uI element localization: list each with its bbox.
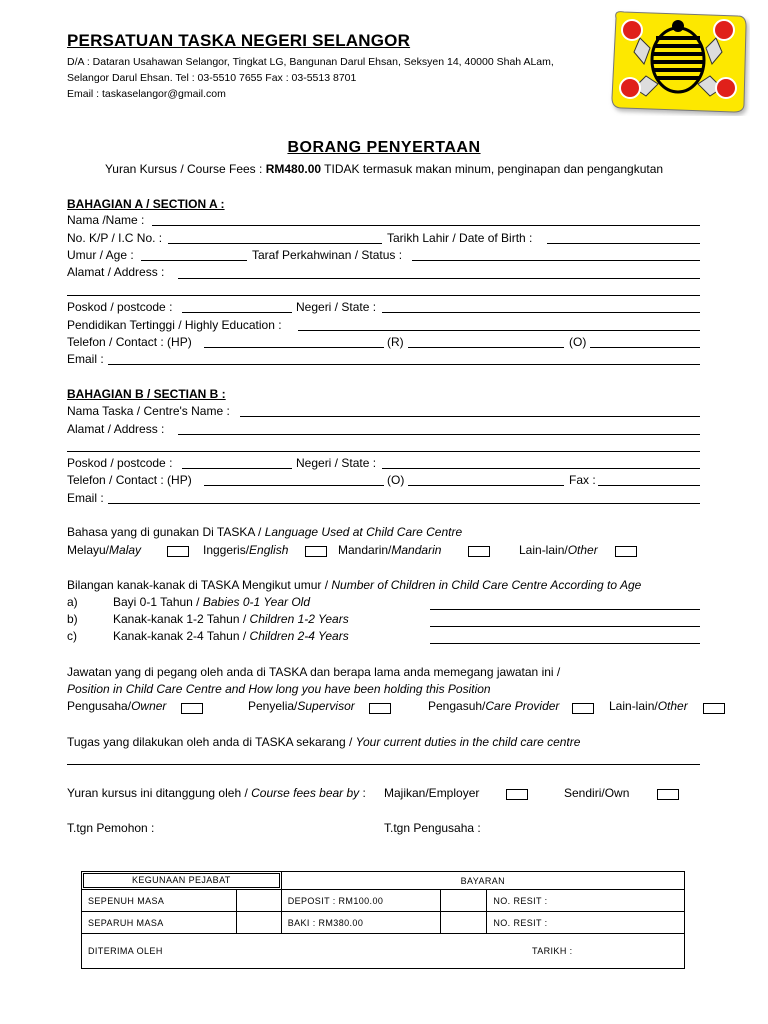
- full-time-checkbox[interactable]: [236, 890, 281, 912]
- position-care-provider-italic: Care Provider: [485, 699, 560, 713]
- children-row-a: [113, 594, 310, 610]
- children-question-main: Bilangan kanak-kanak di TASKA Mengikut umur /: [67, 578, 332, 592]
- name-label: Nama /Name :: [67, 213, 145, 227]
- position-question-line-2: Position in Child Care Centre and How long you have been holding this Position: [67, 682, 491, 696]
- date-label: TARIKH :: [532, 946, 573, 956]
- centre-phone-o-field[interactable]: [408, 485, 564, 486]
- centre-email-field[interactable]: [108, 503, 700, 504]
- lang-option-other: [519, 542, 598, 558]
- course-fees-note: [0, 161, 768, 177]
- centre-fax-label: Fax :: [569, 473, 596, 487]
- operator-signature-label: T.tgn Pengusaha :: [384, 821, 481, 835]
- state-field[interactable]: [382, 312, 700, 313]
- centre-phone-hp-field[interactable]: [204, 485, 384, 486]
- marital-label: Taraf Perkahwinan / Status :: [252, 248, 403, 262]
- fees-bearer-italic: Course fees bear by: [251, 786, 360, 800]
- receipt-no-1: NO. RESIT :: [487, 890, 685, 912]
- postcode-label: Poskod / postcode :: [67, 300, 173, 314]
- centre-email-label: Email :: [67, 491, 104, 505]
- lang-malay-checkbox[interactable]: [167, 546, 189, 557]
- children-row-b-italic: Children 1-2 Years: [249, 612, 349, 626]
- phone-r-field[interactable]: [408, 347, 564, 348]
- section-a-heading: BAHAGIAN A / SECTION A :: [67, 197, 225, 211]
- lang-option-malay: [67, 542, 141, 558]
- dob-field[interactable]: [547, 243, 700, 244]
- lang-english-main: Inggeris/: [203, 543, 250, 557]
- fees-bearer-colon: :: [359, 786, 366, 800]
- children-row-a-main: Bayi 0-1 Tahun /: [113, 595, 203, 609]
- lang-option-english: [203, 542, 288, 558]
- age-label: Umur / Age :: [67, 248, 134, 262]
- education-field[interactable]: [298, 330, 700, 331]
- children-row-b-letter: b): [67, 612, 78, 626]
- balance-label: BAKI : RM380.00: [281, 912, 441, 934]
- education-label: Pendidikan Tertinggi / Highly Education :: [67, 318, 282, 332]
- centre-postcode-field[interactable]: [182, 468, 292, 469]
- lang-mandarin-checkbox[interactable]: [468, 546, 490, 557]
- position-owner-checkbox[interactable]: [181, 703, 203, 714]
- deposit-checkbox[interactable]: [441, 890, 487, 912]
- payment-heading: BAYARAN: [281, 872, 684, 890]
- fees-employer-label: Majikan/Employer: [384, 786, 480, 800]
- position-option-other: [609, 698, 688, 714]
- lang-english-checkbox[interactable]: [305, 546, 327, 557]
- deposit-label: DEPOSIT : RM100.00: [281, 890, 441, 912]
- ic-field[interactable]: [168, 243, 382, 244]
- children-row-a-field[interactable]: [430, 609, 700, 610]
- section-b-heading: BAHAGIAN B / SECTIAN B :: [67, 387, 226, 401]
- position-option-care-provider: [428, 698, 559, 714]
- fees-amount: RM480.00: [265, 162, 322, 176]
- centre-name-label: Nama Taska / Centre's Name :: [67, 404, 230, 418]
- children-row-b-main: Kanak-kanak 1-2 Tahun /: [113, 612, 250, 626]
- phone-o-label: (O): [569, 335, 587, 349]
- org-name: PERSATUAN TASKA NEGERI SELANGOR: [67, 31, 411, 50]
- position-care-provider-main: Pengasuh/: [428, 699, 486, 713]
- children-row-a-italic: Babies 0-1 Year Old: [202, 595, 311, 609]
- association-emblem-icon: [606, 8, 750, 116]
- children-row-c: [113, 628, 349, 644]
- lang-other-main: Lain-lain/: [519, 543, 568, 557]
- email-field[interactable]: [108, 364, 700, 365]
- received-by-label: DITERIMA OLEH: [88, 946, 163, 956]
- fees-prefix: Yuran Kursus / Course Fees :: [104, 162, 266, 176]
- children-question-italic: Number of Children in Child Care Centre According to Age: [331, 578, 642, 592]
- language-question-italic: Language Used at Child Care Centre: [264, 525, 463, 539]
- applicant-signature-label: T.tgn Pemohon :: [67, 821, 155, 835]
- form-title: BORANG PENYERTAAN: [287, 139, 481, 156]
- address-field-1[interactable]: [178, 278, 700, 279]
- position-care-provider-checkbox[interactable]: [572, 703, 594, 714]
- position-option-supervisor: [248, 698, 355, 714]
- office-heading: KEGUNAAN PEJABAT: [83, 873, 280, 888]
- children-row-a-letter: a): [67, 595, 78, 609]
- position-question-line-1: Jawatan yang di pegang oleh anda di TASKA dan berapa lama anda memegang jawatan ini /: [67, 665, 561, 679]
- office-use-table: [81, 871, 685, 969]
- centre-fax-field[interactable]: [598, 485, 700, 486]
- children-question: [67, 577, 641, 593]
- position-other-main: Lain-lain/: [609, 699, 658, 713]
- phone-o-field[interactable]: [590, 347, 700, 348]
- position-owner-italic: Owner: [131, 699, 167, 713]
- lang-option-mandarin: [338, 542, 441, 558]
- position-other-checkbox[interactable]: [703, 703, 725, 714]
- language-question: [67, 524, 462, 540]
- lang-english-italic: English: [249, 543, 289, 557]
- centre-name-field[interactable]: [240, 416, 700, 417]
- children-row-c-italic: Children 2-4 Years: [249, 629, 349, 643]
- position-option-owner: [67, 698, 166, 714]
- marital-field[interactable]: [412, 260, 700, 261]
- centre-state-label: Negeri / State :: [296, 456, 377, 470]
- position-supervisor-checkbox[interactable]: [369, 703, 391, 714]
- address-field-2[interactable]: [67, 295, 700, 296]
- centre-state-field[interactable]: [382, 468, 700, 469]
- centre-address-field-2[interactable]: [67, 451, 700, 452]
- lang-malay-main: Melayu/: [67, 543, 110, 557]
- children-row-c-letter: c): [67, 629, 77, 643]
- centre-address-field-1[interactable]: [178, 434, 700, 435]
- language-question-main: Bahasa yang di gunakan Di TASKA /: [67, 525, 265, 539]
- children-row-c-field[interactable]: [430, 643, 700, 644]
- receipt-no-2: NO. RESIT :: [487, 912, 685, 934]
- email-line: Email : taskaselangor@gmail.com: [67, 88, 226, 100]
- lang-other-checkbox[interactable]: [615, 546, 637, 557]
- received-row: [82, 934, 685, 969]
- age-field[interactable]: [141, 260, 247, 261]
- position-supervisor-italic: Supervisor: [297, 699, 355, 713]
- position-owner-main: Pengusaha/: [67, 699, 132, 713]
- fees-self-label: Sendiri/Own: [564, 786, 630, 800]
- fees-bearer-question: [67, 785, 366, 801]
- centre-phone-label: Telefon / Contact : (HP): [67, 473, 192, 487]
- lang-malay-italic: Malay: [109, 543, 142, 557]
- state-label: Negeri / State :: [296, 300, 377, 314]
- postcode-field[interactable]: [182, 312, 292, 313]
- part-time-label: SEPARUH MASA: [82, 912, 237, 934]
- fees-self-checkbox[interactable]: [657, 789, 679, 800]
- children-row-b: [113, 611, 349, 627]
- lang-other-italic: Other: [567, 543, 598, 557]
- lang-mandarin-main: Mandarin/: [338, 543, 392, 557]
- name-field[interactable]: [152, 225, 700, 226]
- email-label: Email :: [67, 352, 104, 366]
- phone-label: Telefon / Contact : (HP): [67, 335, 192, 349]
- full-time-label: SEPENUH MASA: [82, 890, 237, 912]
- address-line-2: Selangor Darul Ehsan. Tel : 03-5510 7655 Fax : 03-5513 8701: [67, 72, 357, 84]
- address-line-1: D/A : Dataran Usahawan Selangor, Tingkat LG, Bangunan Darul Ehsan, Seksyen 14, 40000 Shah ALam,: [67, 56, 554, 68]
- duties-question-main: Tugas yang dilakukan oleh anda di TASKA sekarang /: [67, 735, 356, 749]
- part-time-checkbox[interactable]: [236, 912, 281, 934]
- phone-r-label: (R): [387, 335, 404, 349]
- ic-label: No. K/P / I.C No. :: [67, 231, 163, 245]
- dob-label: Tarikh Lahir / Date of Birth :: [387, 231, 533, 245]
- centre-postcode-label: Poskod / postcode :: [67, 456, 173, 470]
- position-other-italic: Other: [657, 699, 688, 713]
- fees-employer-checkbox[interactable]: [506, 789, 528, 800]
- office-heading-cell: [82, 872, 282, 890]
- duties-field[interactable]: [67, 764, 700, 765]
- children-row-b-field[interactable]: [430, 626, 700, 627]
- centre-phone-o-label: (O): [387, 473, 405, 487]
- centre-address-label: Alamat / Address :: [67, 422, 165, 436]
- address-label: Alamat / Address :: [67, 265, 165, 279]
- fees-suffix: TIDAK termasuk makan minum, penginapan dan pengangkutan: [321, 162, 664, 176]
- duties-question-italic: Your current duties in the child care centre: [355, 735, 581, 749]
- position-supervisor-main: Penyelia/: [248, 699, 298, 713]
- balance-checkbox[interactable]: [441, 912, 487, 934]
- lang-mandarin-italic: Mandarin: [391, 543, 442, 557]
- children-row-c-main: Kanak-kanak 2-4 Tahun /: [113, 629, 250, 643]
- duties-question: [67, 734, 580, 750]
- phone-hp-field[interactable]: [204, 347, 384, 348]
- fees-bearer-main: Yuran kursus ini ditanggung oleh /: [67, 786, 252, 800]
